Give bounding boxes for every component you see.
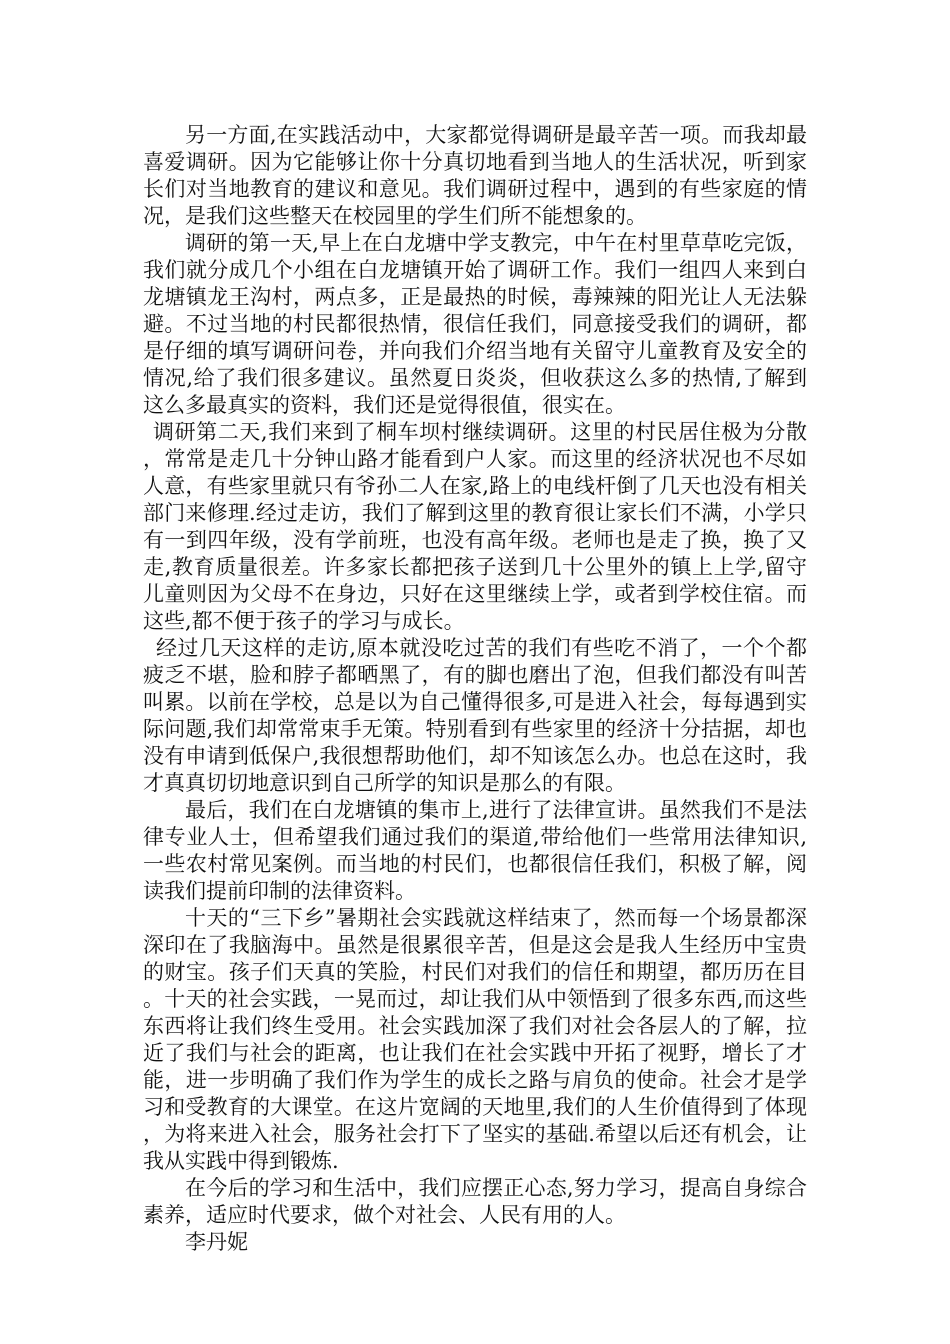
paragraph-survey-intro: 另一方面,在实践活动中，大家都觉得调研是最辛苦一项。而我却最喜爱调研。因为它能够让你十分真切地看到当地人的生活状况，听到家长们对当地教育的建议和意见。我们调研过程中，遇到的有些家庭的情况，是我们这些整天在校园里的学生们所不能想象的。 — [143, 123, 807, 228]
paragraph-resolution: 在今后的学习和生活中，我们应摆正心态,努力学习，提高自身综合素养，适应时代要求，做个对社会、人民有用的人。 — [143, 1176, 807, 1227]
author-signature: 李丹妮 — [185, 1230, 248, 1254]
paragraph-conclusion: 十天的“三下乡”暑期社会实践就这样结束了，然而每一个场景都深深印在了我脑海中。虽然是很累很辛苦，但是这会是我人生经历中宝贵的财宝。孩子们天真的笑脸，村民们对我们的信任和期望，都历历在目。十天的社会实践，一晃而过，却让我们从中领悟到了很多东西,而这些东西将让我们终生受用。社会实践加深了我们对社会各层人的了解，拉近了我们与社会的距离，也让我们在社会实践中开拓了视野，增长了才能，进一步明确了我们作为学生的成长之路与肩负的使命。社会才是学习和受教育的大课堂。在这片宽阔的天地里,我们的人生价值得到了体现，为将来进入社会，服务社会打下了坚实的基础.希望以后还有机会，让我从实践中得到锻炼. — [143, 906, 807, 1173]
paragraph-law-lecture: 最后，我们在白龙塘镇的集市上,进行了法律宣讲。虽然我们不是法律专业人士，但希望我们通过我们的渠道,带给他们一些常用法律知识,一些农村常见案例。而当地的村民们，也都很信任我们，积极了解，阅读我们提前印制的法律资料。 — [143, 798, 807, 903]
document-body — [143, 122, 807, 1256]
paragraph-survey-day-one: 调研的第一天,早上在白龙塘中学支教完，中午在村里草草吃完饭，我们就分成几个小组在白龙塘镇开始了调研工作。我们一组四人来到白龙塘镇龙王沟村，两点多，正是最热的时候，毒辣辣的阳光让人无法躲避。不过当地的村民都很热情，很信任我们，同意接受我们的调研，都是仔细的填写调研问卷，并向我们介绍当地有关留守儿童教育及安全的情况,给了我们很多建议。虽然夏日炎炎，但收获这么多的热情,了解到这么多最真实的资料，我们还是觉得很值，很实在。 — [143, 231, 807, 417]
paragraph-reflection-hardship: 经过几天这样的走访,原本就没吃过苦的我们有些吃不消了，一个个都疲乏不堪，脸和脖子都晒黑了，有的脚也磨出了泡，但我们都没有叫苦叫累。以前在学校，总是以为自己懂得很多,可是进入社会，每每遇到实际问题,我们却常常束手无策。特别看到有些家里的经济十分拮据，却也没有申请到低保户,我很想帮助他们，却不知该怎么办。也总在这时，我才真真切切地意识到自己所学的知识是那么的有限。 — [143, 636, 807, 795]
paragraph-survey-day-two: 调研第二天,我们来到了桐车坝村继续调研。这里的村民居住极为分散，常常是走几十分钟山路才能看到户人家。而这里的经济状况也不尽如人意，有些家里就只有爷孙二人在家,路上的电线杆倒了几天也没有相关部门来修理.经过走访，我们了解到这里的教育很让家长们不满，小学只有一到四年级，没有学前班，也没有高年级。老师也是走了换，换了又走,教育质量很差。许多家长都把孩子送到几十公里外的镇上上学,留守儿童则因为父母不在身边，只好在这里继续上学，或者到学校住宿。而这些,都不便于孩子的学习与成长。 — [143, 420, 807, 633]
